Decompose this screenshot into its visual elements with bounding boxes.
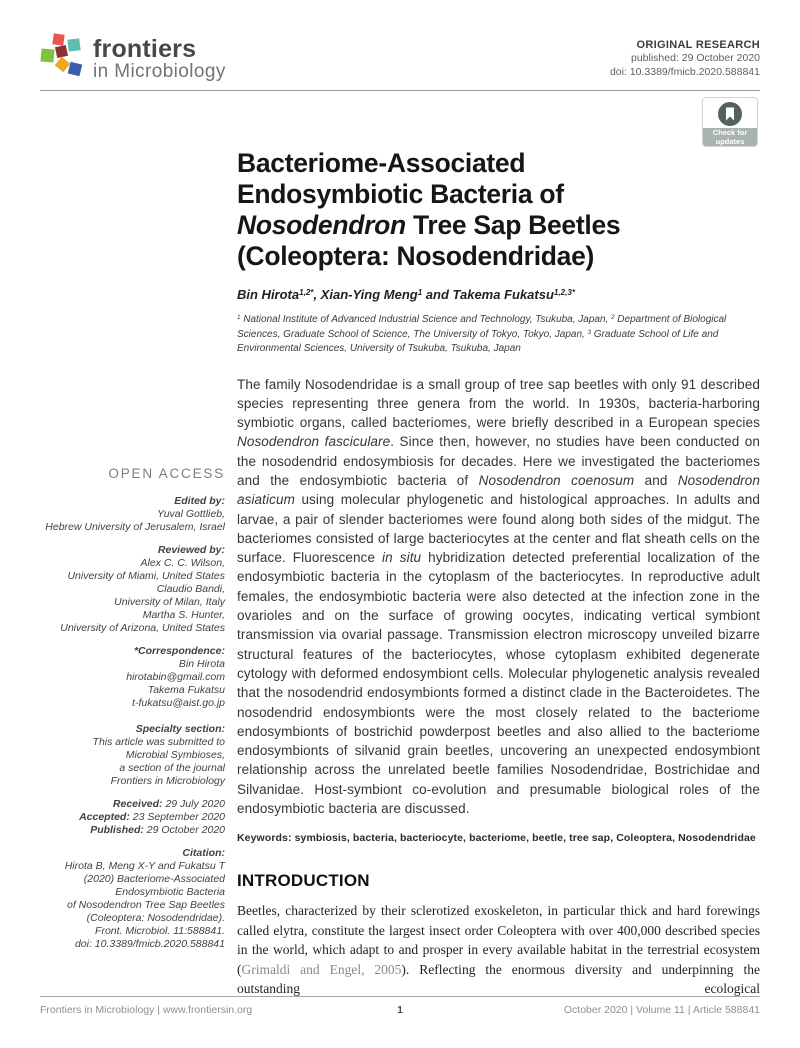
correspondence-block [40,645,225,710]
specialty-heading: Specialty section: [135,722,225,735]
title-line-2: Endosymbiotic Bacteria of [237,179,564,209]
page-footer [40,996,760,1016]
reviewed-by-heading: Reviewed by: [157,543,225,556]
page-number: 1 [397,1004,403,1016]
introduction-text: Beetles, characterized by their sclerotized exoskeleton, in particular thick and hard forewings called elytra, constitute the largest insect order Coleoptera with over 400,000 described species in the world, which adapt to and prosper in every available habitat in the terrestrial ecosystem (Grimaldi and Engel, 2005). Reflecting the enormous diversity and underpinning the outstanding ecological [237,903,760,997]
title-line-3: Nosodendron Tree Sap Beetles [237,210,621,240]
header-divider [40,90,760,91]
article-info-sidebar [40,375,225,999]
citation-lines: Hirota B, Meng X-Y and Fukatsu T (2020) Bacteriome-Associated Endosymbiotic Bacteria of Nosodendron Tree Sap Beetles (Coleoptera: Nosodendridae). Front. Microbiol. 11:588841. doi: 10.3389/fmicb.2020.588841 [64,859,225,950]
title-block [237,148,763,356]
check-for-updates-badge[interactable] [702,97,758,147]
footer-issue-info: October 2020 | Volume 11 | Article 588841 [563,1004,760,1016]
frontiers-logo [40,33,226,83]
edited-by-lines: Yuval Gottlieb, Hebrew University of Jerusalem, Israel [45,507,225,533]
specialty-lines: This article was submitted to Microbial Symbioses, a section of the journal Frontiers in Microbiology [92,735,225,787]
accepted-date: Accepted: 23 September 2020 [79,810,225,823]
title-line-1: Bacteriome-Associated [237,148,526,178]
specialty-section-block [40,723,225,788]
reviewed-by-block [40,544,225,635]
reviewed-by-lines: Alex C. C. Wilson, University of Miami, United States Claudio Bandi, University of Milan, Italy Martha S. Hunter, University of Arizona, United States [60,556,225,634]
article-title [237,148,763,272]
footer-divider [40,996,760,997]
correspondence-heading: *Correspondence: [133,644,225,657]
edited-by-heading: Edited by: [174,494,225,507]
citation-heading: Citation: [182,846,225,859]
crossmark-bookmark-icon [717,101,743,127]
article-content [225,375,760,999]
keywords-line: Keywords: symbiosis, bacteria, bacteriocyte, bacteriome, beetle, tree sap, Coleoptera, Nosodendridae [237,832,756,845]
main-columns [0,375,800,999]
footer-journal-link[interactable]: Frontiers in Microbiology | www.frontiersin.org [40,1004,253,1016]
title-line-4: (Coleoptera: Nosodendridae) [237,241,595,271]
logo-text [93,33,226,83]
journal-name: frontiers [93,35,197,63]
doi-link[interactable]: doi: 10.3389/fmicb.2020.588841 [609,66,760,78]
open-access-label: OPEN ACCESS [108,465,225,481]
frontiers-logo-cubes-icon [40,33,86,81]
header-meta [610,33,760,79]
article-type-label: ORIGINAL RESEARCH [636,39,760,51]
introduction-heading: INTRODUCTION [237,871,370,891]
edited-by-block [40,495,225,534]
dates-block [40,798,225,837]
published-date: published: 29 October 2020 [630,52,760,64]
citation-block [40,847,225,951]
abstract-text: The family Nosodendridae is a small group of tree sap beetles with only 91 described species representing three genera from the world. In 1930s, bacteria-harboring symbiotic organs, called bacteriomes, were briefly described in a European species Nosodendron fasciculare. Since then, however, no studies have been conducted on the nosodendrid endosymbiosis for decades. Here we investigated the bacteriomes and the endosymbiotic bacteria of Nosodendron coenosum and Nosodendron asiaticum using molecular phylogenetic and histological approaches. In adults and larvae, a pair of slender bacteriomes were found along both sides of the midgut. The bacteriomes consisted of large bacteriocytes at the center and flat sheath cells on the surface. Fluorescence in situ hybridization detected preferential localization of the endosymbiotic bacteria in the cytoplasm of the bacteriocytes. In reproductive adult females, the endosymbiotic bacteria were also detected at the infection zone in the ovarioles and on the surface of growing oocytes, indicating vertical symbiont transmission via ovarial passage. Transmission electron microscopy unveiled bizarre structural features of the bacteriocytes, whose cytoplasm exhibited degenerate cytology with deformed endosymbiont cells. Molecular phylogenetic analysis revealed that the nosodendrid endosymbionts formed a distinct clade in the Bacteroidetes. The nosodendrid endosymbionts were the most closely related to the bacteriome endosymbionts of bostrichid powderpost beetles and also allied to the bacteriome endosymbionts of silvanid grain beetles, uncovering an unexpected endosymbiont relationship across the unrelated beetle families Nosodendridae, Bostrichidae and Silvanidae. Host-symbiont co-evolution and presumable biological roles of the endosymbiotic bacteria are discussed. [237,376,761,817]
received-date: Received: 29 July 2020 [112,797,225,810]
check-for-updates-label: Check for updates [703,128,757,146]
affiliations-text: $^1$ National Institute of Advanced Industrial Science and Technology, Tsukuba, Japan, $^2$ Department of Biological Sciences, Graduate School of Science, The University of Tokyo, Tokyo, Japan, $^3$ Graduate School of Life and Environmental Sciences, University of Tsukuba, Tsukuba, Japan [237,314,727,354]
authors-line: Bin Hirota$^{1,2*}$, Xian-Ying Meng$^1$ and Takema Fukatsu$^{1,2,3*}$ [237,287,575,302]
page-header [0,0,800,91]
correspondence-lines[interactable]: Bin Hirota hirotabin@gmail.com Takema Fukatsu t-fukatsu@aist.go.jp [126,657,225,709]
published-date-side: Published: 29 October 2020 [90,823,225,836]
journal-subname: in Microbiology [93,61,226,82]
header-top [40,33,760,83]
